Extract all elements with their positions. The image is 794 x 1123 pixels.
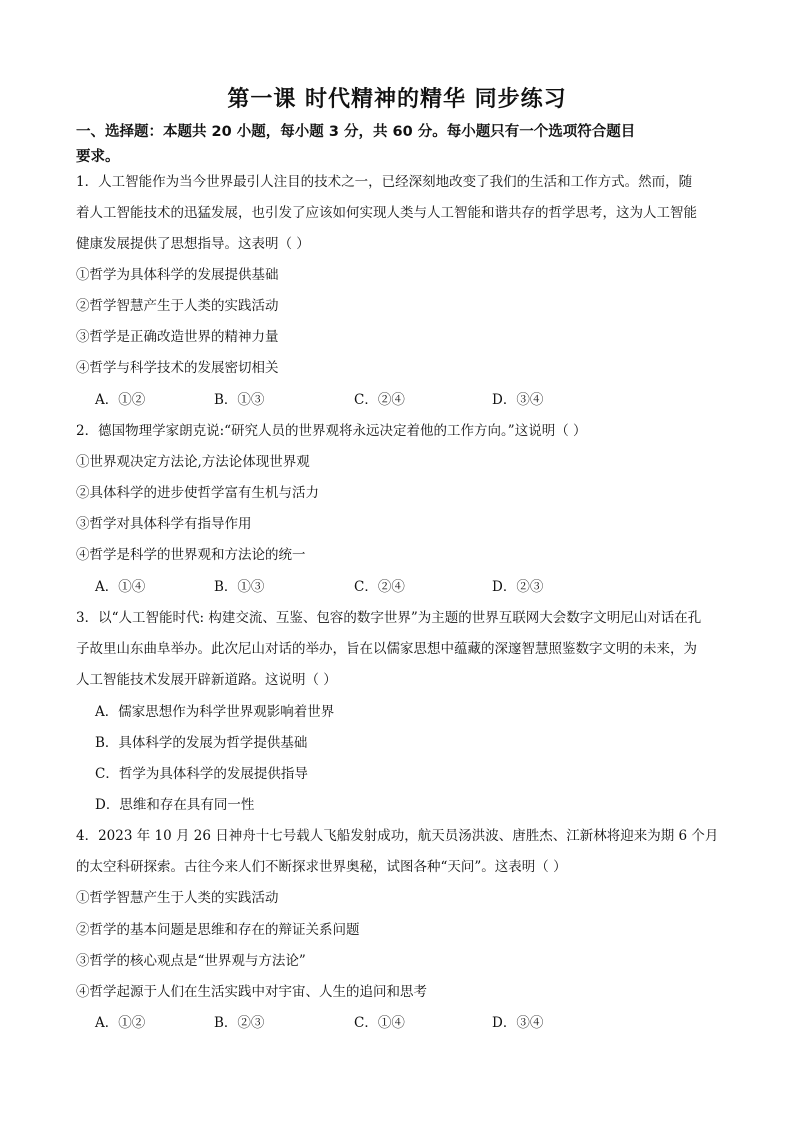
option-b: B．①③ xyxy=(214,392,265,408)
option-d: D．②③ xyxy=(492,579,544,595)
question-stem-line: 健康发展提供了思想指导。这表明（ ） xyxy=(76,236,310,252)
option-a: A．儒家思想作为科学世界观影响着世界 xyxy=(95,704,335,720)
statement-item: ④哲学起源于人们在生活实践中对宇宙、人生的追问和思考 xyxy=(76,984,427,1000)
statement-item: ①世界观决定方法论,方法论体现世界观 xyxy=(76,454,310,470)
question-stem-line: 的太空科研探索。古往今来人们不断探求世界奥秘，试图各种“天问”。这表明（ ） xyxy=(76,859,567,875)
statement-item: ②哲学智慧产生于人类的实践活动 xyxy=(76,298,279,314)
question-stem-line: 3．以“人工智能时代: 构建交流、互鉴、包容的数字世界”为主题的世界互联网大会数字文明尼山对话在孔 xyxy=(76,610,702,626)
option-c: C．哲学为具体科学的发展提供指导 xyxy=(95,766,308,782)
statement-item: ②哲学的基本问题是思维和存在的辩证关系问题 xyxy=(76,922,360,938)
statement-item: ①哲学智慧产生于人类的实践活动 xyxy=(76,890,279,906)
question-stem-line: 人工智能技术发展开辟新道路。这说明（ ） xyxy=(76,672,337,688)
option-c: C．①④ xyxy=(354,1015,405,1031)
statement-item: ②具体科学的进步使哲学富有生机与活力 xyxy=(76,485,319,501)
section-heading-line: 一、选择题：本题共 20 小题，每小题 3 分，共 60 分。每小题只有一个选项符合题目 xyxy=(76,124,636,140)
option-c: C．②④ xyxy=(354,392,405,408)
question-stem-line: 1．人工智能作为当今世界最引人注目的技术之一，已经深刻地改变了我们的生活和工作方式。然而，随 xyxy=(76,174,693,190)
question-stem-line: 着人工智能技术的迅猛发展，也引发了应该如何实现人类与人工智能和谐共存的哲学思考，这为人工智能 xyxy=(76,205,697,221)
question-stem-line: 4．2023 年 10 月 26 日神舟十七号载人飞船发射成功，航天员汤洪波、唐胜杰、江新林将迎来为期 6 个月 xyxy=(76,828,719,844)
option-d: D．③④ xyxy=(492,392,544,408)
page-title: 第一课 时代精神的精华 同步练习 xyxy=(227,87,567,112)
statement-item: ①哲学为具体科学的发展提供基础 xyxy=(76,267,279,283)
option-b: B．具体科学的发展为哲学提供基础 xyxy=(95,735,308,751)
option-d: D．思维和存在具有同一性 xyxy=(95,797,255,813)
statement-item: ④哲学是科学的世界观和方法论的统一 xyxy=(76,547,306,563)
question-stem-line: 2．德国物理学家朗克说:“研究人员的世界观将永远决定着他的工作方向。”这说明（ ） xyxy=(76,423,587,439)
statement-item: ④哲学与科学技术的发展密切相关 xyxy=(76,360,279,376)
option-c: C．②④ xyxy=(354,579,405,595)
option-b: B．②③ xyxy=(214,1015,265,1031)
section-heading xyxy=(76,120,726,170)
option-a: A．①② xyxy=(95,392,146,408)
statement-item: ③哲学对具体科学有指导作用 xyxy=(76,516,252,532)
section-heading-line: 要求。 xyxy=(76,149,120,165)
option-b: B．①③ xyxy=(214,579,265,595)
option-a: A．①② xyxy=(95,1015,146,1031)
question-stem-line: 子故里山东曲阜举办。此次尼山对话的举办，旨在以儒家思想中蕴藏的深邃智慧照鉴数字文明的未来，为 xyxy=(76,641,697,657)
option-d: D．③④ xyxy=(492,1015,544,1031)
statement-item: ③哲学是正确改造世界的精神力量 xyxy=(76,329,279,345)
option-a: A．①④ xyxy=(95,579,146,595)
statement-item: ③哲学的核心观点是“世界观与方法论” xyxy=(76,953,306,969)
